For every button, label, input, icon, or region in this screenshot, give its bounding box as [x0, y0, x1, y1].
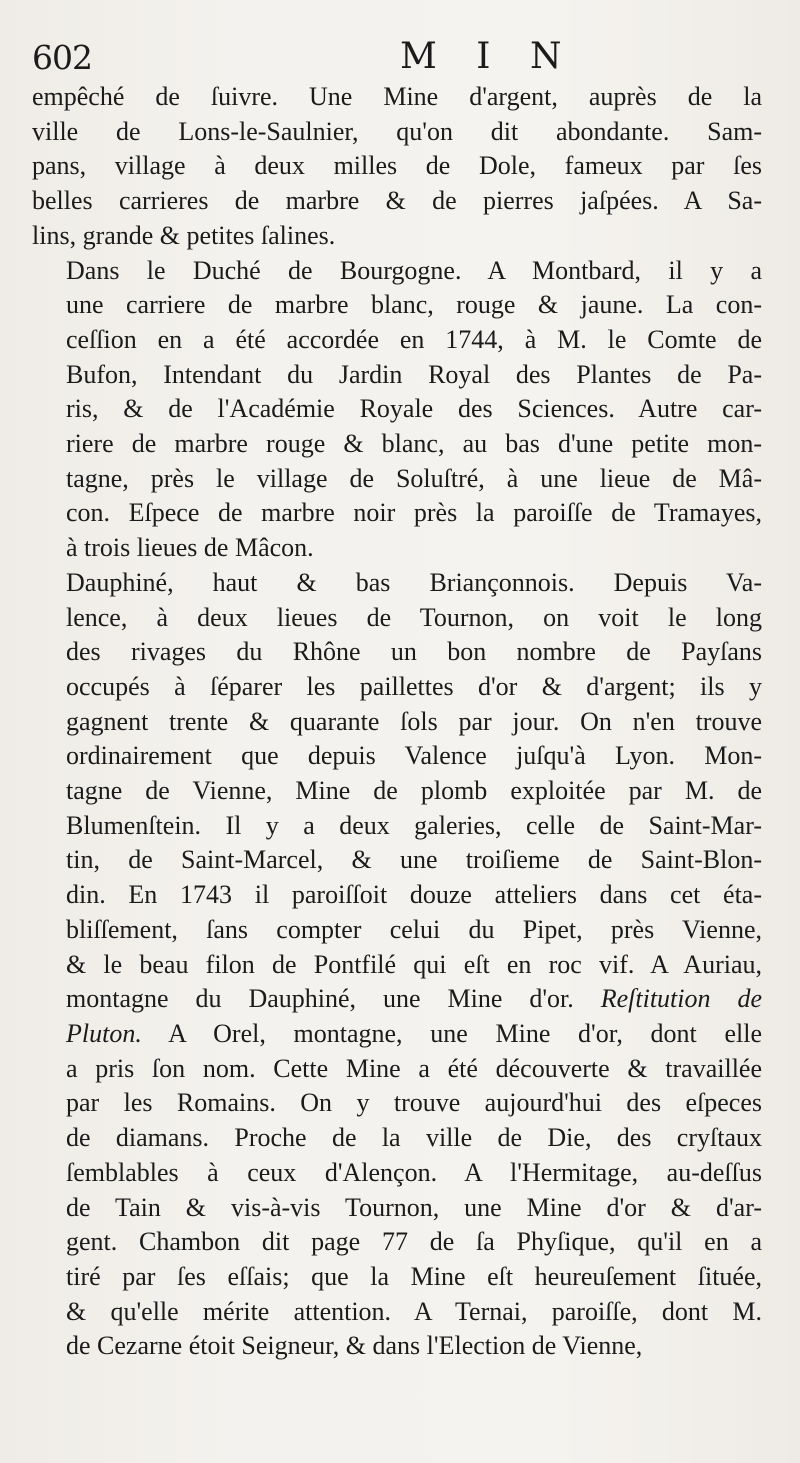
- body-text: [32, 80, 762, 1364]
- text-line: pans, village à deux milles de Dole, fameux par ſes: [32, 151, 762, 181]
- text-line: des rivages du Rhône un bon nombre de Payſans: [66, 637, 762, 667]
- text-line: gagnent trente & quarante ſols par jour. On n'en trouve: [66, 706, 762, 736]
- paragraph: [32, 80, 762, 254]
- text-line: montagne du Dauphiné, une Mine d'or. Reſtitution de: [66, 984, 763, 1014]
- running-head: [32, 30, 760, 84]
- text-line: lence, à deux lieues de Tournon, on voit le long: [66, 602, 762, 632]
- text-line: con. Eſpece de marbre noir près la paroiſſe de Tramayes,: [66, 498, 762, 528]
- text-line: Bufon, Intendant du Jardin Royal des Plantes de Pa-: [66, 359, 762, 389]
- text-line: une carriere de marbre blanc, rouge & jaune. La con-: [66, 290, 762, 320]
- text-line: tiré par ſes eſſais; que la Mine eſt heureuſement ſituée,: [66, 1261, 762, 1291]
- text-line: à trois lieues de Mâcon.: [66, 533, 314, 563]
- paragraph: [32, 254, 762, 566]
- text-line: Pluton. A Orel, montagne, une Mine d'or, dont elle: [66, 1018, 762, 1048]
- text-line: bliſſement, ſans compter celui du Pipet, près Vienne,: [66, 914, 762, 944]
- text-line: gent. Chambon dit page 77 de ſa Phyſique, qu'il en a: [66, 1227, 762, 1257]
- text-line: ceſſion en a été accordée en 1744, à M. le Comte de: [66, 324, 762, 354]
- running-head-title: M I N: [400, 36, 576, 77]
- text-line: de diamans. Proche de la ville de Die, des cryſtaux: [66, 1123, 762, 1153]
- text-line: tagne de Vienne, Mine de plomb exploitée par M. de: [66, 776, 762, 806]
- text-line: de Tain & vis-à-vis Tournon, une Mine d'or & d'ar-: [66, 1192, 762, 1222]
- text-line: tagne, près le village de Soluſtré, à une lieue de Mâ-: [66, 463, 762, 493]
- text-line: Dans le Duché de Bourgogne. A Montbard, il y a: [66, 255, 762, 285]
- text-line: & le beau filon de Pontfilé qui eſt en roc vif. A Auriau,: [66, 949, 762, 979]
- text-line: Dauphiné, haut & bas Briançonnois. Depuis Va-: [66, 567, 762, 597]
- text-line: a pris ſon nom. Cette Mine a été découverte & travaillée: [66, 1053, 762, 1083]
- page-number: 602: [32, 38, 92, 77]
- text-line: lins, grande & petites ſalines.: [32, 220, 336, 250]
- text-line: occupés à ſéparer les paillettes d'or & d'argent; ils y: [66, 671, 762, 701]
- text-line: tin, de Saint-Marcel, & une troiſieme de Saint-Blon-: [66, 845, 762, 875]
- text-line: din. En 1743 il paroiſſoit douze atteliers dans cet éta-: [66, 880, 762, 910]
- text-line: ordinairement que depuis Valence juſqu'à Lyon. Mon-: [66, 741, 762, 771]
- text-line: par les Romains. On y trouve aujourd'hui des eſpeces: [66, 1088, 762, 1118]
- text-line: riere de marbre rouge & blanc, au bas d'une petite mon-: [66, 429, 762, 459]
- paragraph: [32, 566, 762, 1364]
- text-line: ſemblables à ceux d'Alençon. A l'Hermitage, au-deſſus: [66, 1157, 762, 1187]
- text-line: empêché de ſuivre. Une Mine d'argent, auprès de la: [32, 82, 762, 111]
- text-line: ris, & de l'Académie Royale des Sciences. Autre car-: [66, 394, 762, 424]
- text-line: belles carrieres de marbre & de pierres jaſpées. A Sa-: [32, 186, 762, 216]
- text-line: ville de Lons-le-Saulnier, qu'on dit abondante. Sam-: [32, 116, 762, 146]
- text-line: Blumenſtein. Il y a deux galeries, celle de Saint-Mar-: [66, 810, 762, 840]
- text-line: & qu'elle mérite attention. A Ternai, paroiſſe, dont M.: [66, 1296, 762, 1326]
- text-line: de Cezarne étoit Seigneur, & dans l'Election de Vienne,: [66, 1331, 643, 1361]
